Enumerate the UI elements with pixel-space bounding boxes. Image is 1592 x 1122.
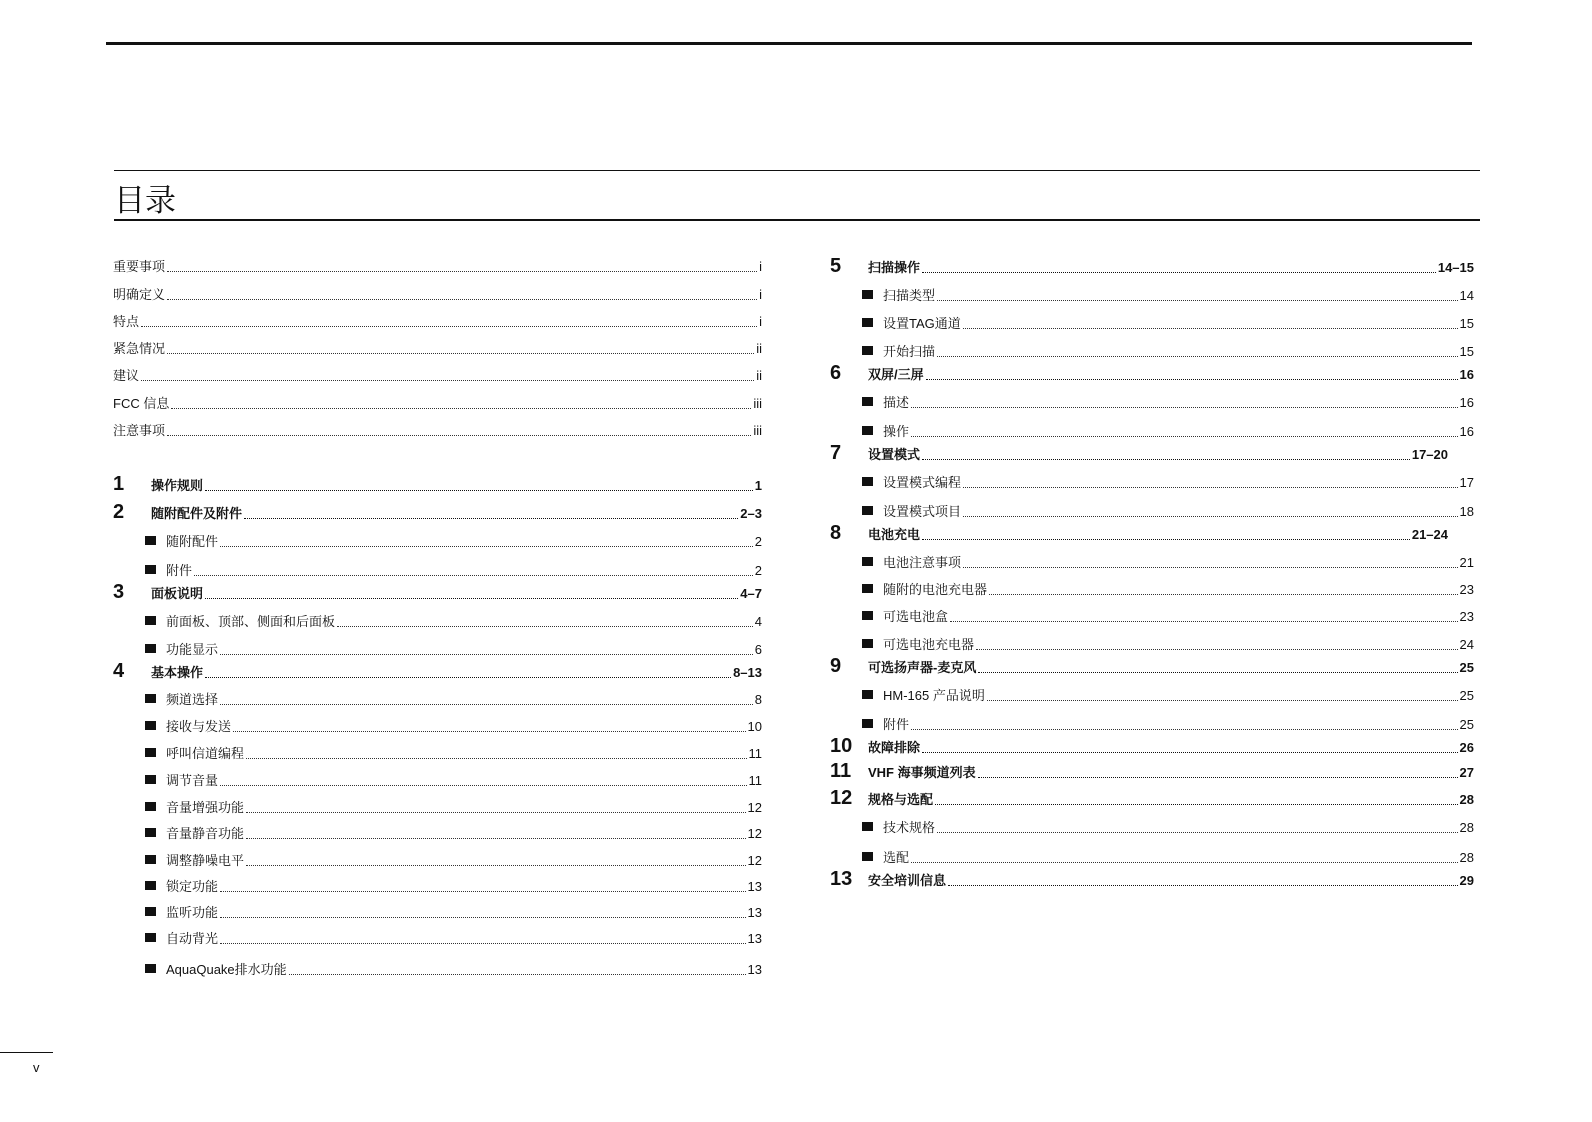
toc-entry-label: 调节音量 (166, 773, 219, 788)
square-bullet-icon (862, 397, 873, 406)
toc-entry-label: 接收与发送 (166, 719, 232, 734)
toc-entry-label: 面板说明 (151, 586, 204, 601)
toc-chapter-entry[interactable] (113, 580, 762, 602)
chapter-number: 4 (113, 660, 125, 682)
square-bullet-icon (145, 748, 156, 757)
toc-page-ref: 2–3 (740, 506, 762, 521)
chapter-number: 8 (830, 522, 842, 544)
toc-page-ref: 25 (1459, 717, 1474, 732)
square-bullet-icon (145, 855, 156, 864)
toc-entry-label: 安全培训信息 (868, 873, 947, 888)
dot-leader (205, 489, 753, 491)
toc-page-ref: 13 (747, 905, 762, 920)
toc-section-entry[interactable] (145, 873, 762, 895)
toc-page-ref: 14 (1459, 288, 1474, 303)
dot-leader (978, 671, 1457, 673)
toc-entry-label: 呼叫信道编程 (166, 746, 245, 761)
square-bullet-icon (862, 719, 873, 728)
dot-leader (220, 890, 746, 892)
title-rule-top (114, 170, 1480, 171)
toc-page-ref: 15 (1459, 344, 1474, 359)
toc-section-entry[interactable] (145, 713, 762, 735)
toc-page-ref: 25 (1459, 660, 1474, 675)
dot-leader (922, 751, 1458, 753)
toc-entry-label: 基本操作 (151, 665, 204, 680)
dot-leader (937, 831, 1458, 833)
toc-chapter-entry[interactable] (830, 521, 1448, 543)
dot-leader (937, 355, 1458, 357)
header-rule (106, 42, 1472, 45)
toc-page-ref: 2 (754, 534, 762, 549)
dot-leader (911, 406, 1458, 408)
square-bullet-icon (862, 426, 873, 435)
toc-section-entry[interactable] (145, 528, 762, 550)
dot-leader (922, 271, 1436, 273)
toc-page-ref: 21 (1459, 555, 1474, 570)
toc-front-entry[interactable] (113, 390, 762, 412)
dot-leader (922, 538, 1410, 540)
toc-page-ref: 8–13 (733, 665, 762, 680)
square-bullet-icon (145, 933, 156, 942)
chapter-number: 9 (830, 655, 842, 677)
toc-entry-label: 可选扬声器-麦克风 (868, 660, 977, 675)
toc-entry-label: AquaQuake排水功能 (166, 962, 287, 977)
toc-entry-label: 设置模式编程 (883, 475, 962, 490)
toc-entry-label: 电池注意事项 (883, 555, 962, 570)
toc-entry-label: VHF 海事频道列表 (868, 765, 976, 780)
square-bullet-icon (862, 318, 873, 327)
toc-page-ref: 16 (1459, 395, 1474, 410)
chapter-number: 5 (830, 255, 842, 277)
toc-page-ref: 12 (747, 826, 762, 841)
toc-page-ref: 28 (1459, 792, 1474, 807)
toc-page-ref: 26 (1459, 740, 1474, 755)
dot-leader (911, 861, 1458, 863)
page-title: 目录 (114, 183, 176, 219)
toc-page-ref: 21–24 (1411, 527, 1448, 542)
toc-entry-label: 技术规格 (883, 820, 936, 835)
toc-entry-label: 扫描类型 (883, 288, 936, 303)
toc-page-ref: 8 (754, 692, 762, 707)
toc-page-ref: 13 (747, 962, 762, 977)
square-bullet-icon (145, 775, 156, 784)
toc-entry-label: 操作规则 (151, 478, 204, 493)
toc-entry-label: 随附配件及附件 (151, 506, 243, 521)
toc-page-ref: 16 (1459, 424, 1474, 439)
chapter-number: 7 (830, 442, 842, 464)
toc-page-ref: 27 (1459, 765, 1474, 780)
toc-entry-label: 电池充电 (868, 527, 921, 542)
square-bullet-icon (145, 565, 156, 574)
toc-entry-label: 自动背光 (166, 931, 219, 946)
square-bullet-icon (145, 907, 156, 916)
toc-entry-label: 频道选择 (166, 692, 219, 707)
toc-section-entry[interactable] (862, 711, 1474, 733)
chapter-number: 3 (113, 581, 125, 603)
toc-page-ref: 17–20 (1411, 447, 1448, 462)
toc-page-ref: 12 (747, 800, 762, 815)
chapter-number: 11 (830, 760, 852, 782)
chapter-number: 10 (830, 735, 853, 757)
toc-page-ref: 15 (1459, 316, 1474, 331)
toc-chapter-entry[interactable] (830, 759, 1474, 781)
dot-leader (987, 699, 1458, 701)
toc-entry-label: 功能显示 (166, 642, 219, 657)
square-bullet-icon (862, 639, 873, 648)
square-bullet-icon (862, 690, 873, 699)
square-bullet-icon (862, 506, 873, 515)
toc-entry-label: 建议 (113, 368, 140, 383)
dot-leader (989, 593, 1458, 595)
toc-section-entry[interactable] (145, 740, 762, 762)
toc-entry-label: 设置模式项目 (883, 504, 962, 519)
toc-chapter-entry[interactable] (113, 500, 762, 522)
square-bullet-icon (862, 822, 873, 831)
toc-page-ref: 11 (748, 746, 762, 761)
toc-chapter-entry[interactable] (830, 441, 1448, 463)
toc-section-entry[interactable] (862, 310, 1474, 332)
dot-leader (337, 625, 753, 627)
chapter-number: 2 (113, 501, 125, 523)
dot-leader (948, 884, 1458, 886)
toc-page-ref: iii (753, 396, 762, 411)
dot-leader (911, 728, 1458, 730)
toc-entry-label: 注意事项 (113, 423, 166, 438)
toc-page-ref: 13 (747, 879, 762, 894)
dot-leader (246, 811, 746, 813)
toc-page-ref: 11 (748, 773, 762, 788)
square-bullet-icon (862, 584, 873, 593)
toc-section-entry[interactable] (145, 794, 762, 816)
dot-leader (246, 864, 746, 866)
toc-front-entry[interactable] (113, 253, 762, 275)
toc-section-entry[interactable] (862, 603, 1474, 625)
toc-page-ref: 1 (754, 478, 762, 493)
toc-chapter-entry[interactable] (830, 254, 1474, 276)
toc-section-entry[interactable] (145, 686, 762, 708)
dot-leader (220, 916, 746, 918)
dot-leader (205, 676, 731, 678)
toc-section-entry[interactable] (145, 820, 762, 842)
dot-leader (167, 298, 757, 300)
toc-page-ref: ii (756, 341, 762, 356)
square-bullet-icon (862, 290, 873, 299)
dot-leader (141, 379, 754, 381)
toc-page-ref: 10 (747, 719, 762, 734)
toc-page-ref: 23 (1459, 582, 1474, 597)
toc-entry-label: 明确定义 (113, 287, 166, 302)
chapter-number: 13 (830, 868, 853, 890)
toc-entry-label: 选配 (883, 850, 910, 865)
toc-page-ref: 28 (1459, 850, 1474, 865)
toc-entry-label: 操作 (883, 424, 910, 439)
toc-chapter-entry[interactable] (830, 786, 1474, 808)
toc-section-entry[interactable] (862, 576, 1474, 598)
toc-entry-label: 随附配件 (166, 534, 219, 549)
toc-page-ref: 2 (754, 563, 762, 578)
dot-leader (911, 435, 1458, 437)
square-bullet-icon (862, 346, 873, 355)
dot-leader (963, 327, 1458, 329)
dot-leader (963, 566, 1458, 568)
toc-section-entry[interactable] (862, 498, 1474, 520)
toc-page-ref: ii (756, 368, 762, 383)
toc-entry-label: 双屏/三屏 (868, 367, 924, 382)
toc-entry-label: 前面板、顶部、侧面和后面板 (166, 614, 336, 629)
toc-front-entry[interactable] (113, 362, 762, 384)
toc-page-ref: 16 (1459, 367, 1474, 382)
square-bullet-icon (145, 828, 156, 837)
toc-entry-label: 附件 (166, 563, 193, 578)
dot-leader (935, 803, 1458, 805)
toc-section-entry[interactable] (145, 557, 762, 579)
dot-leader (950, 620, 1458, 622)
square-bullet-icon (862, 852, 873, 861)
square-bullet-icon (145, 721, 156, 730)
toc-page-ref: 24 (1459, 637, 1474, 652)
toc-chapter-entry[interactable] (830, 654, 1474, 676)
toc-page-ref: 6 (754, 642, 762, 657)
toc-entry-label: 故障排除 (868, 740, 921, 755)
dot-leader (220, 784, 746, 786)
dot-leader (963, 515, 1458, 517)
toc-entry-label: 特点 (113, 314, 140, 329)
toc-entry-label: 紧急情况 (113, 341, 166, 356)
toc-entry-label: 开始扫描 (883, 344, 936, 359)
toc-section-entry[interactable] (862, 682, 1474, 704)
toc-page-ref: 29 (1459, 873, 1474, 888)
dot-leader (220, 942, 746, 944)
dot-leader (922, 458, 1410, 460)
toc-chapter-entry[interactable] (830, 361, 1474, 383)
toc-section-entry[interactable] (145, 767, 762, 789)
square-bullet-icon (862, 477, 873, 486)
toc-entry-label: 监听功能 (166, 905, 219, 920)
toc-section-entry[interactable] (862, 418, 1474, 440)
toc-section-entry[interactable] (145, 899, 762, 921)
toc-page-ref: i (759, 314, 762, 329)
square-bullet-icon (145, 536, 156, 545)
toc-page-ref: 28 (1459, 820, 1474, 835)
chapter-number: 12 (830, 787, 853, 809)
toc-entry-label: 附件 (883, 717, 910, 732)
toc-section-entry[interactable] (145, 608, 762, 630)
toc-entry-label: 锁定功能 (166, 879, 219, 894)
dot-leader (978, 776, 1458, 778)
toc-section-entry[interactable] (862, 389, 1474, 411)
toc-section-entry[interactable] (145, 847, 762, 869)
square-bullet-icon (145, 802, 156, 811)
dot-leader (246, 837, 746, 839)
square-bullet-icon (145, 694, 156, 703)
footer-rule (0, 1052, 53, 1053)
toc-chapter-entry[interactable] (830, 734, 1474, 756)
dot-leader (926, 378, 1458, 380)
toc-entry-label: 随附的电池充电器 (883, 582, 988, 597)
toc-entry-label: 调整静噪电平 (166, 853, 245, 868)
dot-leader (220, 703, 753, 705)
toc-page-ref: 18 (1459, 504, 1474, 519)
square-bullet-icon (862, 557, 873, 566)
toc-page-ref: 23 (1459, 609, 1474, 624)
dot-leader (171, 407, 751, 409)
square-bullet-icon (862, 611, 873, 620)
toc-page-ref: 17 (1459, 475, 1474, 490)
dot-leader (233, 730, 746, 732)
toc-entry-label: 描述 (883, 395, 910, 410)
toc-entry-label: 设置TAG通道 (883, 316, 961, 331)
dot-leader (244, 517, 738, 519)
toc-page-ref: 4–7 (740, 586, 762, 601)
dot-leader (220, 545, 753, 547)
toc-section-entry[interactable] (862, 814, 1474, 836)
toc-front-entry[interactable] (113, 335, 762, 357)
square-bullet-icon (145, 881, 156, 890)
toc-front-entry[interactable] (113, 417, 762, 439)
toc-page-ref: 13 (747, 931, 762, 946)
toc-section-entry[interactable] (862, 282, 1474, 304)
page-number: v (33, 1060, 40, 1075)
dot-leader (963, 486, 1458, 488)
toc-page-ref: 25 (1459, 688, 1474, 703)
toc-section-entry[interactable] (145, 636, 762, 658)
toc-page-ref: i (759, 259, 762, 274)
toc-chapter-entry[interactable] (830, 867, 1474, 889)
toc-section-entry[interactable] (145, 956, 762, 978)
chapter-number: 6 (830, 362, 842, 384)
toc-page-ref: 12 (747, 853, 762, 868)
square-bullet-icon (145, 644, 156, 653)
dot-leader (167, 352, 754, 354)
toc-chapter-entry[interactable] (113, 472, 762, 494)
toc-section-entry[interactable] (862, 549, 1474, 571)
toc-entry-label: 可选电池充电器 (883, 637, 975, 652)
toc-entry-label: 音量静音功能 (166, 826, 245, 841)
toc-section-entry[interactable] (145, 925, 762, 947)
toc-page-ref: iii (753, 423, 762, 438)
dot-leader (220, 653, 753, 655)
toc-entry-label: 设置模式 (868, 447, 921, 462)
chapter-number: 1 (113, 473, 125, 495)
dot-leader (246, 757, 746, 759)
toc-section-entry[interactable] (862, 631, 1474, 653)
toc-front-entry[interactable] (113, 308, 762, 330)
toc-chapter-entry[interactable] (113, 659, 762, 681)
toc-entry-label: 规格与选配 (868, 792, 934, 807)
square-bullet-icon (145, 964, 156, 973)
dot-leader (167, 434, 751, 436)
dot-leader (289, 973, 746, 975)
toc-entry-label: FCC 信息 (113, 396, 170, 411)
toc-entry-label: 可选电池盒 (883, 609, 949, 624)
toc-entry-label: 音量增强功能 (166, 800, 245, 815)
dot-leader (167, 270, 757, 272)
dot-leader (141, 325, 757, 327)
toc-page-ref: i (759, 287, 762, 302)
dot-leader (976, 648, 1458, 650)
toc-section-entry[interactable] (862, 844, 1474, 866)
toc-entry-label: 扫描操作 (868, 260, 921, 275)
toc-page-ref: 4 (754, 614, 762, 629)
toc-section-entry[interactable] (862, 469, 1474, 491)
dot-leader (205, 597, 738, 599)
toc-entry-label: HM-165 产品说明 (883, 688, 985, 703)
square-bullet-icon (145, 616, 156, 625)
dot-leader (937, 299, 1458, 301)
toc-front-entry[interactable] (113, 281, 762, 303)
dot-leader (194, 574, 753, 576)
toc-page-ref: 14–15 (1437, 260, 1474, 275)
title-rule-bottom (114, 219, 1480, 221)
toc-section-entry[interactable] (862, 338, 1474, 360)
toc-entry-label: 重要事项 (113, 259, 166, 274)
